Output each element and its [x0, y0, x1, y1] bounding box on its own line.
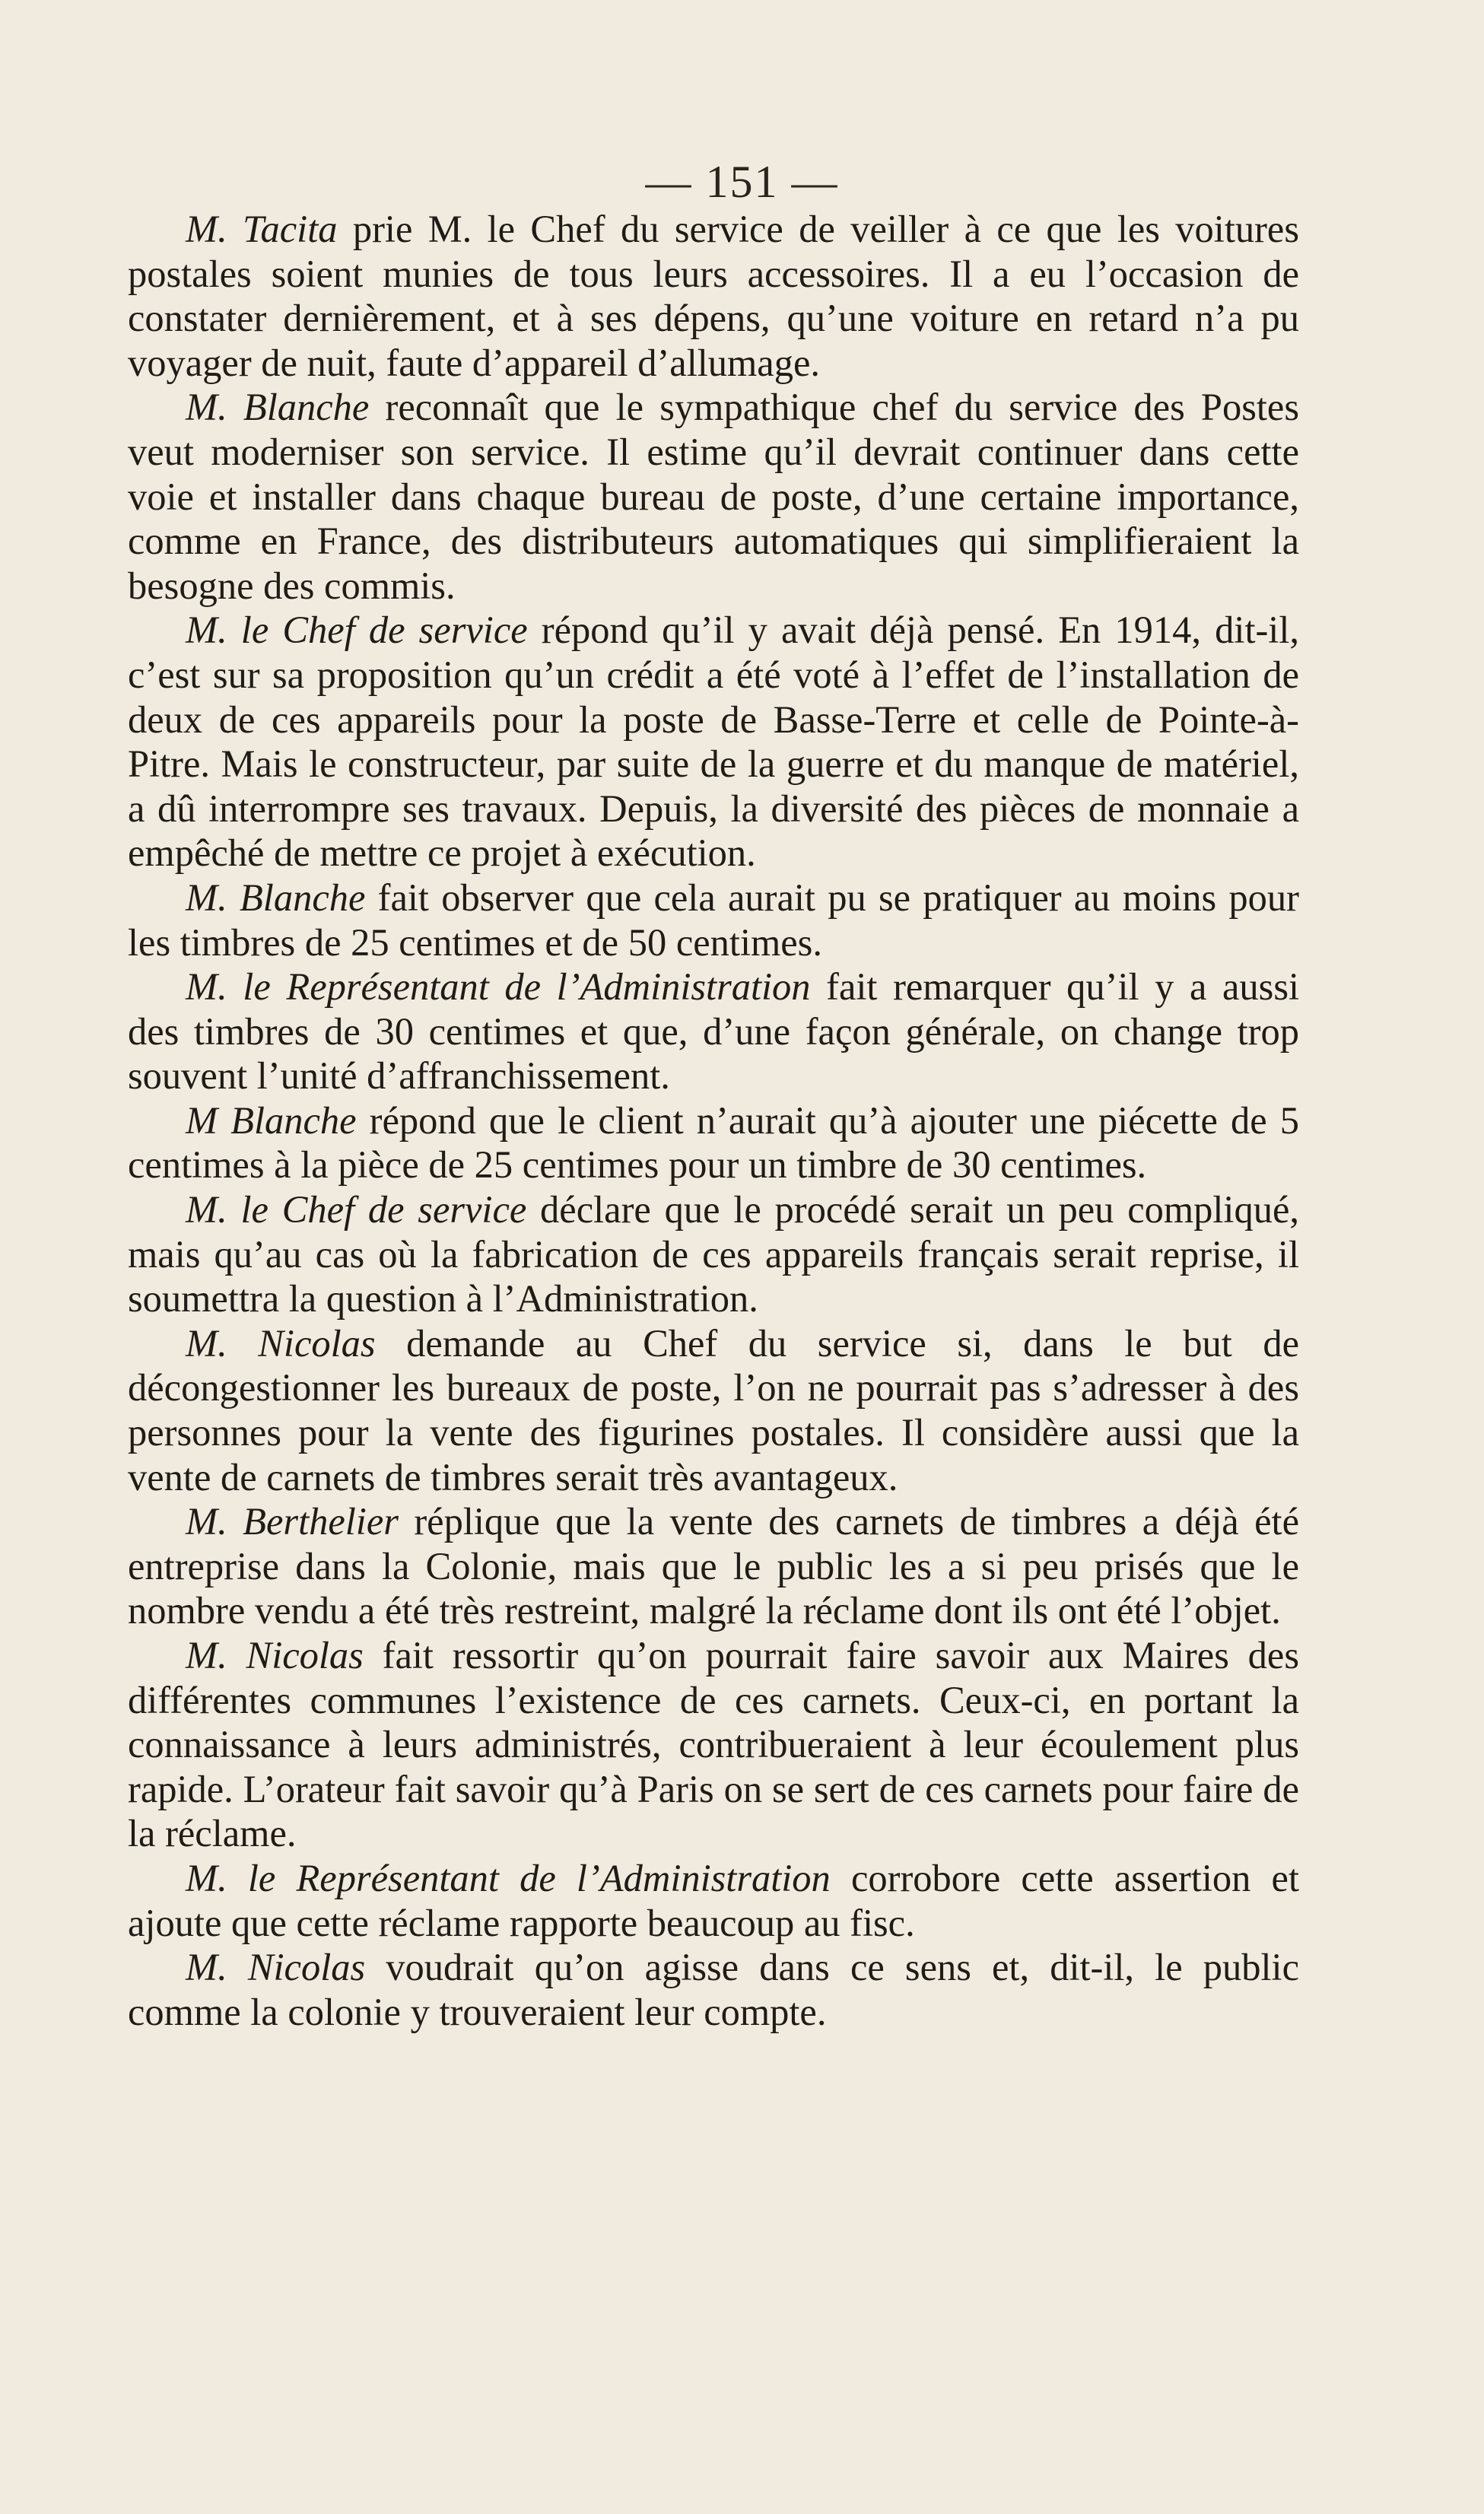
speaker-name: M. le Représentant de l’Administration [186, 965, 811, 1009]
speaker-name: M. Tacita [186, 208, 338, 250]
paragraph-text: réplique que la vente des carnets de timbres a déjà été entreprise dans la Colonie, mais que le public les a si peu prisés que le nombre vendu a été très restreint, malgré la réclame dont ils ont été l’objet. [128, 1500, 1299, 1632]
paragraph-text: répond qu’il y avait déjà pensé. En 1914, dit-il, c’est sur sa proposition qu’un crédit a été voté à l’effet de l’installation de deux de ces appareils pour la poste de Basse-Terre et celle de Pointe-à-Pitre. Mais le constructeur, par suite de la guerre et du manque de matériel, a dû interrompre ses travaux. Depuis, la diversité des pièces de monnaie a empêché de mettre ce projet à exécution. [128, 609, 1299, 875]
paragraph [128, 1321, 1299, 1499]
paragraph [128, 385, 1299, 608]
document-body [128, 207, 1299, 2034]
paragraph-text: fait observer que cela aurait pu se pratiquer au moins pour les timbres de 25 centimes et de 50 centimes. [128, 876, 1299, 964]
paragraph-text: répond que le client n’aurait qu’à ajouter une piécette de 5 centimes à la pièce de 25 centimes pour un timbre de 30 centimes. [128, 1098, 1299, 1187]
paragraph [128, 1098, 1299, 1187]
paragraph-text: corrobore cette assertion et ajoute que cette réclame rapporte beaucoup au fisc. [128, 1856, 1299, 1944]
speaker-name: M Blanche [186, 1098, 357, 1142]
speaker-name: M. Nicolas [186, 1946, 366, 1989]
paragraph-text: reconnaît que le sympathique chef du service des Postes veut moderniser son service. Il estime qu’il devrait continuer dans cette voie et installer dans chaque bureau de poste, d’une certaine importance, comme en France, des distributeurs automatiques qui simplifieraient la besogne des commis. [128, 386, 1299, 607]
paragraph-text: fait remarquer qu’il y a aussi des timbres de 30 centimes et que, d’une façon générale, on change trop souvent l’unité d’affranchissement. [128, 965, 1299, 1098]
paragraph [128, 1856, 1299, 1945]
speaker-name: M. le Chef de service [186, 1188, 527, 1232]
paragraph [128, 1633, 1299, 1856]
speaker-name: M. le Représentant de l’Administration [186, 1856, 831, 1899]
paragraph-text: prie M. le Chef du service de veiller à ce que les voitures postales soient munies de tous leurs accessoires. Il a eu l’occasion de constater dernièrement, et à ses dépens, qu’une voiture en retard n’a pu voyager de nuit, faute d’appareil d’allumage. [128, 208, 1299, 384]
speaker-name: M. Blanche [186, 386, 370, 429]
paragraph-text: déclare que le procédé serait un peu compliqué, mais qu’au cas où la fabrication de ces appareils français serait reprise, il soumettra la question à l’Administration. [128, 1188, 1299, 1321]
speaker-name: M. Blanche [186, 876, 366, 919]
paragraph [128, 1945, 1299, 2034]
paragraph [128, 1187, 1299, 1321]
paragraph-text: demande au Chef du service si, dans le but de décongestionner les bureaux de poste, l’on ne pourrait pas s’adresser à des personnes pour la vente des figurines postales. Il considère aussi que la vente de carnets de timbres serait très avantageux. [128, 1321, 1299, 1499]
speaker-name: M. Nicolas [186, 1321, 376, 1365]
speaker-name: M. Nicolas [186, 1634, 364, 1677]
paragraph-text: voudrait qu’on agisse dans ce sens et, dit-il, le public comme la colonie y trouveraient leur compte. [128, 1946, 1299, 2033]
paragraph [128, 965, 1299, 1098]
paragraph [128, 608, 1299, 876]
paragraph [128, 207, 1299, 385]
paragraph [128, 1499, 1299, 1633]
page-number: — 151 — [645, 157, 839, 207]
speaker-name: M. Berthelier [186, 1500, 399, 1543]
speaker-name: M. le Chef de service [186, 609, 528, 652]
paragraph [128, 876, 1299, 965]
paragraph-text: fait ressortir qu’on pourrait faire savoir aux Maires des différentes communes l’existence de ces carnets. Ceux-ci, en portant la connaissance à leurs administrés, contribueraient à leur écoulement plus rapide. L’orateur fait savoir qu’à Paris on se sert de ces carnets pour faire de la réclame. [128, 1634, 1299, 1855]
